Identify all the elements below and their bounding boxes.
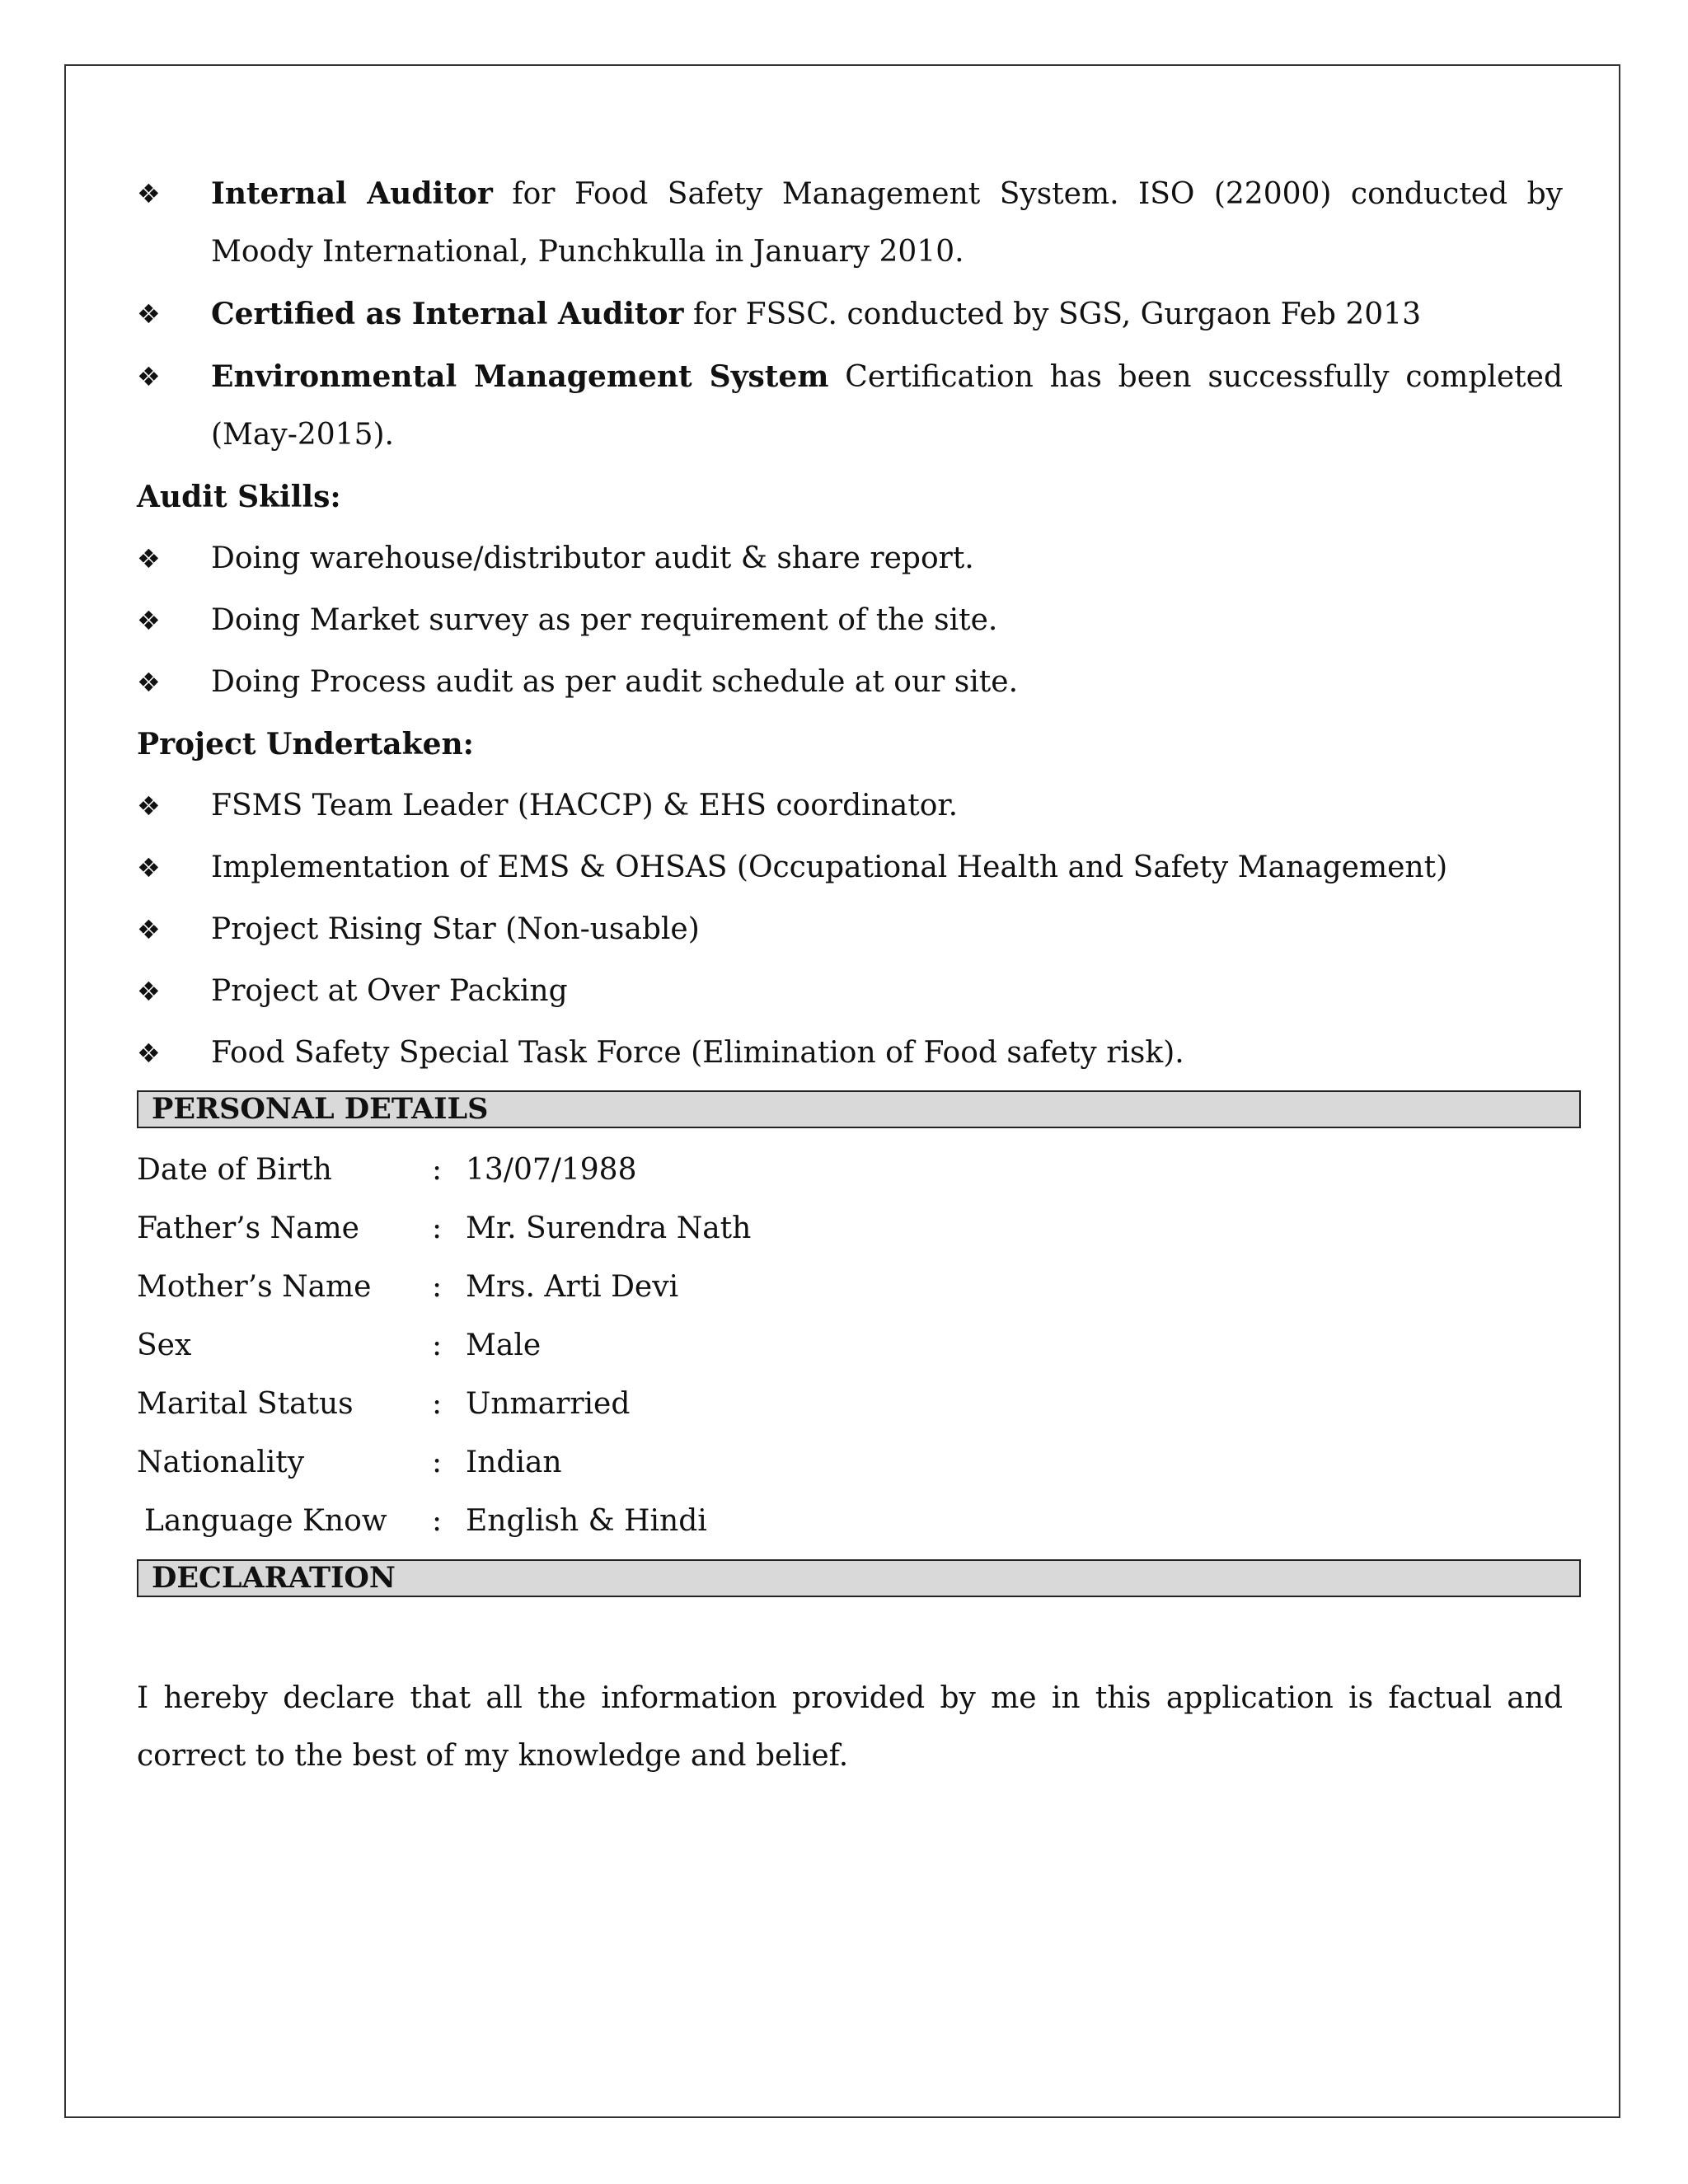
personal-details-title: PERSONAL DETAILS [152, 1092, 489, 1126]
table-row [137, 1200, 1563, 1258]
bullet-icon: ❖ [137, 976, 161, 1007]
certification-title: Certified as Internal Auditor [211, 297, 684, 331]
table-row [137, 1317, 1563, 1376]
list-item [137, 348, 1563, 464]
detail-value: 13/07/1988 [466, 1153, 637, 1187]
list-item [137, 654, 1563, 711]
certification-text: for FSSC. conducted by SGS, Gurgaon Feb 2013 [683, 298, 1422, 331]
audit-skill-text: Doing warehouse/distributor audit & share report. [211, 541, 974, 575]
audit-skills-heading: Audit Skills: [137, 480, 341, 514]
list-item [137, 839, 1563, 897]
list-item [137, 1024, 1563, 1082]
personal-details-table [137, 1141, 1563, 1551]
table-row [137, 1376, 1563, 1434]
project-text: Implementation of EMS & OHSAS (Occupational Health and Safety Management) [211, 851, 1448, 884]
bullet-icon: ❖ [137, 667, 161, 698]
detail-label: Sex [137, 1329, 192, 1362]
project-text: Project at Over Packing [211, 974, 568, 1008]
bullet-icon: ❖ [137, 790, 161, 822]
detail-value: Mrs. Arti Devi [466, 1270, 679, 1304]
project-text: Project Rising Star (Non-usable) [211, 912, 700, 946]
bullet-icon: ❖ [137, 543, 161, 574]
detail-label: Nationality [137, 1446, 305, 1479]
list-item [137, 777, 1563, 835]
audit-skill-text: Doing Market survey as per requirement of the site. [211, 603, 998, 637]
project-text: FSMS Team Leader (HACCP) & EHS coordinator. [211, 789, 959, 823]
detail-separator: : [432, 1212, 443, 1245]
list-item [137, 165, 1563, 281]
bullet-icon: ❖ [137, 178, 161, 209]
detail-separator: : [432, 1329, 443, 1362]
certification-title: Internal Auditor [211, 176, 493, 211]
certification-text: Certification has been successfully completed (May-2015). [211, 360, 1563, 452]
projects-heading: Project Undertaken: [137, 727, 474, 762]
detail-separator: : [432, 1153, 443, 1187]
projects-list [137, 777, 1563, 1082]
detail-separator: : [432, 1446, 443, 1479]
detail-separator: : [432, 1270, 443, 1304]
personal-details-header [137, 1090, 1581, 1128]
detail-label: Language Know [144, 1504, 387, 1538]
detail-separator: : [432, 1387, 443, 1421]
table-row [137, 1141, 1563, 1200]
table-row [137, 1258, 1563, 1317]
declaration-text: I hereby declare that all the information provided by me in this application is factual and correct to the best of my knowledge and belief. [137, 1681, 1563, 1773]
audit-skills-list [137, 530, 1563, 711]
resume-page-content [137, 165, 1563, 1815]
table-row [137, 1434, 1563, 1493]
certification-text: for Food Safety Management System. ISO (22000) conducted by Moody International, Punchkulla in January 2010. [211, 177, 1563, 269]
detail-value: Male [466, 1329, 542, 1362]
declaration-header [137, 1559, 1581, 1597]
detail-separator: : [432, 1504, 443, 1538]
bullet-icon: ❖ [137, 361, 161, 392]
detail-label: Marital Status [137, 1387, 354, 1421]
list-item [137, 963, 1563, 1020]
detail-value: English & Hindi [466, 1504, 707, 1538]
bullet-icon: ❖ [137, 605, 161, 636]
detail-value: Indian [466, 1446, 562, 1479]
detail-label: Date of Birth [137, 1153, 332, 1187]
list-item [137, 285, 1563, 344]
project-text: Food Safety Special Task Force (Elimination of Food safety risk). [211, 1036, 1184, 1070]
list-item [137, 901, 1563, 958]
declaration-title: DECLARATION [152, 1561, 396, 1595]
list-item [137, 592, 1563, 649]
detail-value: Unmarried [466, 1387, 631, 1421]
certifications-list [137, 165, 1563, 464]
bullet-icon: ❖ [137, 852, 161, 883]
table-row [137, 1493, 1563, 1551]
audit-skill-text: Doing Process audit as per audit schedule at our site. [211, 665, 1019, 699]
detail-value: Mr. Surendra Nath [466, 1212, 752, 1245]
bullet-icon: ❖ [137, 1038, 161, 1069]
bullet-icon: ❖ [137, 298, 161, 330]
detail-label: Mother’s Name [137, 1270, 372, 1304]
bullet-icon: ❖ [137, 914, 161, 945]
list-item [137, 530, 1563, 588]
certification-title: Environmental Management System [211, 359, 829, 394]
detail-label: Father’s Name [137, 1212, 359, 1245]
